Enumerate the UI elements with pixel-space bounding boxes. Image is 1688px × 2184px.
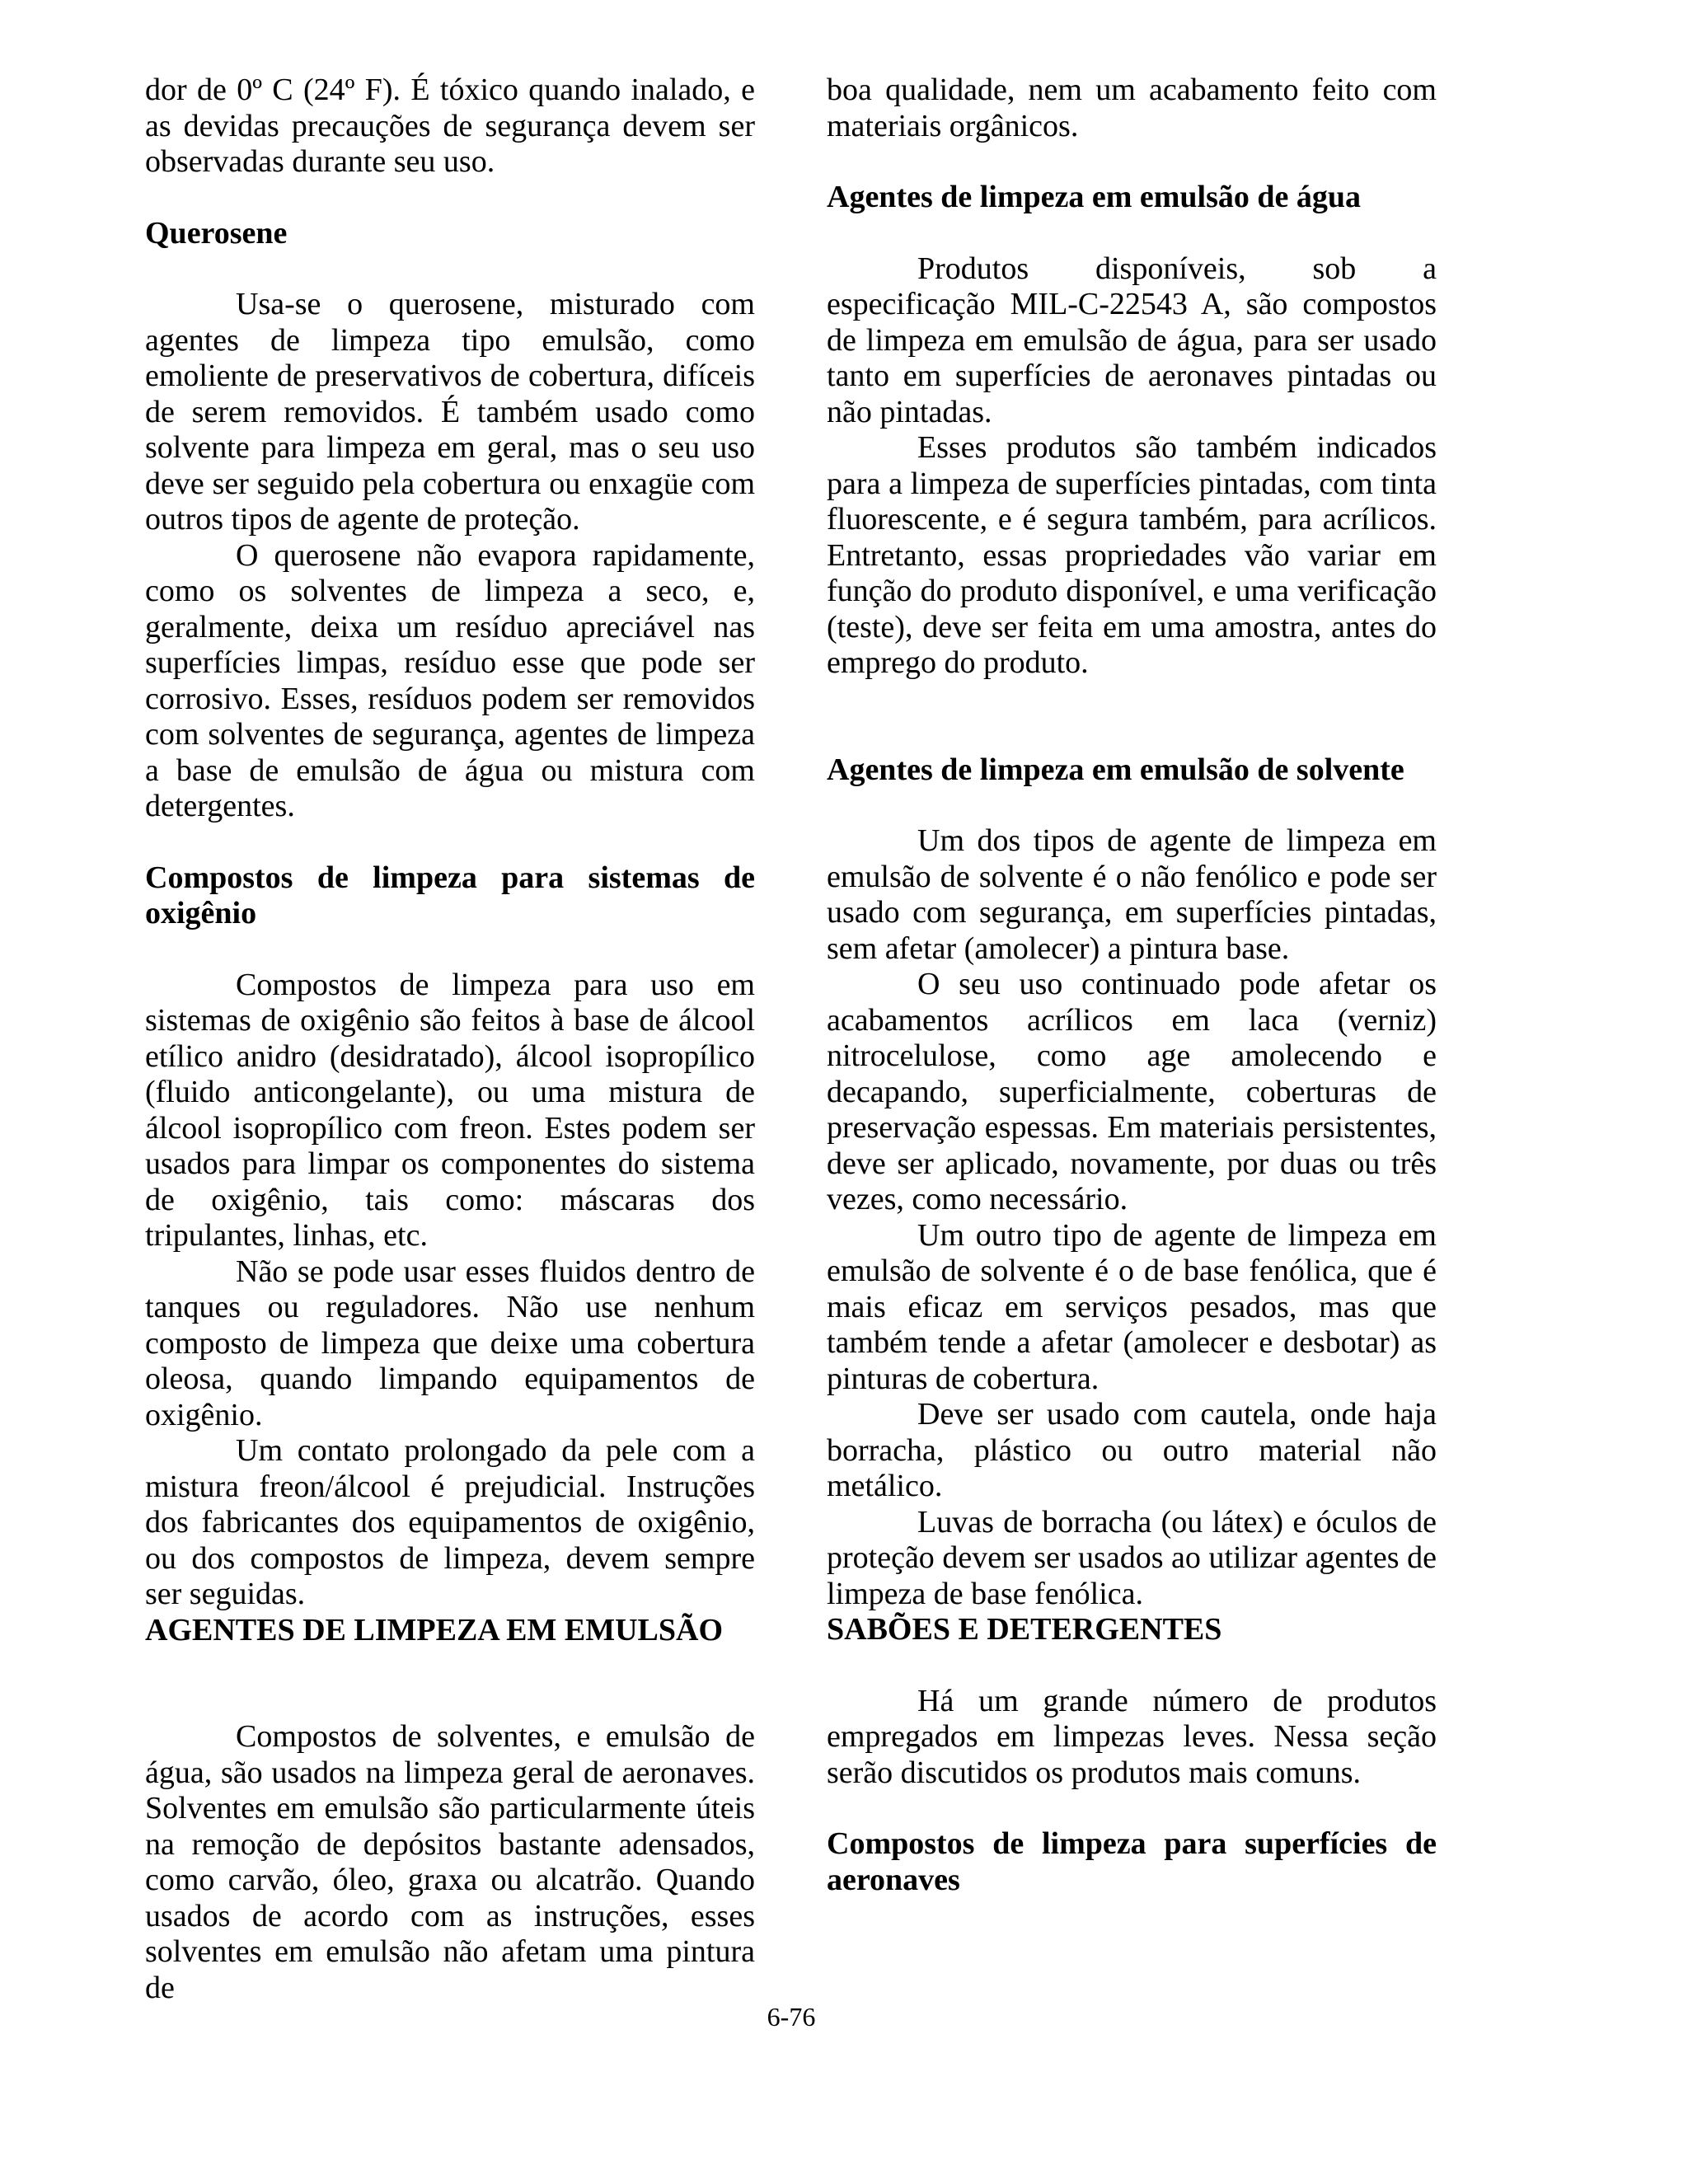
section-heading: Querosene (145, 215, 288, 251)
paragraph: Usa-se o querosene, misturado com agentes de limpeza tipo emulsão, como emoliente de preservativos de cobertura, difíceis de serem removidos. É também usado como solvente para limpeza em geral, mas o seu uso deve ser seguido pela cobertura ou enxagüe com outros tipos de agente de proteção. (145, 287, 755, 537)
section-heading: Agentes de limpeza em emulsão de solvente (827, 752, 1404, 787)
right-column (827, 73, 1437, 1898)
paragraph: Não se pode usar esses fluidos dentro de tanques ou reguladores. Não use nenhum composto de limpeza que deixe uma cobertura oleosa, quando limpando equipamentos de oxigênio. (145, 1254, 755, 1432)
paragraph: boa qualidade, nem um acabamento feito com materiais orgânicos. (827, 73, 1437, 143)
paragraph: Esses produtos são também indicados para a limpeza de superfícies pintadas, com tinta fluorescente, e é segura também, para acrílicos. Entretanto, essas propriedades vão variar em função do produto disponível, e uma verificação (teste), deve ser feita em uma amostra, antes do emprego do produto. (827, 430, 1437, 680)
section-heading: Compostos de limpeza para superfícies de aeronaves (827, 1826, 1437, 1897)
paragraph: Compostos de solventes, e emulsão de água, são usados na limpeza geral de aeronaves. Solventes em emulsão são particularmente úteis na remoção de depósitos bastante adensados, como carvão, óleo, graxa ou alcatrão. Quando usados de acordo com as instruções, esses solventes em emulsão não afetam uma pintura de (145, 1719, 755, 2005)
paragraph: Compostos de limpeza para uso em sistemas de oxigênio são feitos à base de álcool etílico anidro (desidratado), álcool isopropílico (fluido anticongelante), ou uma mistura de álcool isopropílico com freon. Estes podem ser usados para limpar os componentes do sistema de oxigênio, tais como: máscaras dos tripulantes, linhas, etc. (145, 967, 755, 1253)
section-heading: Compostos de limpeza para sistemas de oxigênio (145, 860, 755, 930)
paragraph: Um outro tipo de agente de limpeza em emulsão de solvente é o de base fenólica, que é mais eficaz em serviços pesados, mas que também tende a afetar (amolecer e desbotar) as pinturas de cobertura. (827, 1217, 1437, 1396)
paragraph: Deve ser usado com cautela, onde haja borracha, plástico ou outro material não metálico. (827, 1397, 1437, 1503)
paragraph: Produtos disponíveis, sob a especificação MIL-C-22543 A, são compostos de limpeza em emulsão de água, para ser usado tanto em superfícies de aeronaves pintadas ou não pintadas. (827, 251, 1437, 429)
paragraph: O seu uso continuado pode afetar os acabamentos acrílicos em laca (verniz) nitrocelulose, como age amolecendo e decapando, superficialmente, coberturas de preservação espessas. Em materiais persistentes, deve ser aplicado, novamente, por duas ou três vezes, como necessário. (827, 967, 1437, 1216)
section-heading: Agentes de limpeza em emulsão de água (827, 180, 1362, 214)
paragraph: dor de 0º C (24º F). É tóxico quando inalado, e as devidas precauções de segurança devem ser observadas durante seu uso. (145, 73, 755, 179)
chapter-heading: SABÕES E DETERGENTES (827, 1612, 1222, 1647)
chapter-heading: AGENTES DE LIMPEZA EM EMULSÃO (145, 1612, 723, 1647)
paragraph: Luvas de borracha (ou látex) e óculos de proteção devem ser usados ao utilizar agentes de limpeza de base fenólica. (827, 1504, 1437, 1611)
page-number: 6-76 (767, 2002, 816, 2032)
left-column (145, 73, 755, 2006)
paragraph: Um contato prolongado da pele com a mistura freon/álcool é prejudicial. Instruções dos fabricantes dos equipamentos de oxigênio, ou dos compostos de limpeza, devem sempre ser seguidas. (145, 1433, 755, 1611)
paragraph: Há um grande número de produtos empregados em limpezas leves. Nessa seção serão discutidos os produtos mais comuns. (827, 1683, 1437, 1790)
paragraph: O querosene não evapora rapidamente, como os solventes de limpeza a seco, e, geralmente, deixa um resíduo apreciável nas superfícies limpas, resíduo esse que pode ser corrosivo. Esses, resíduos podem ser removidos com solventes de segurança, agentes de limpeza a base de emulsão de água ou mistura com detergentes. (145, 537, 755, 823)
paragraph: Um dos tipos de agente de limpeza em emulsão de solvente é o não fenólico e pode ser usado com segurança, em superfícies pintadas, sem afetar (amolecer) a pintura base. (827, 823, 1437, 966)
